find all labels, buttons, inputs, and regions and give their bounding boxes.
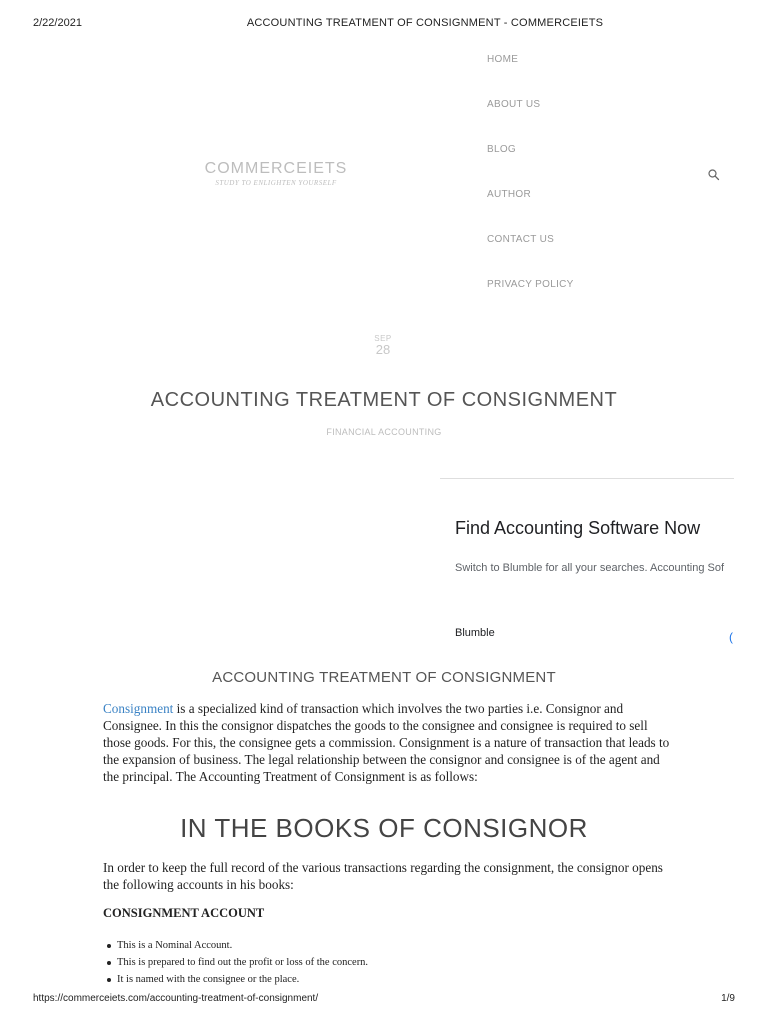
consignment-link[interactable]: Consignment bbox=[103, 701, 174, 716]
nav-item-blog[interactable]: BLOG bbox=[487, 144, 516, 155]
ad-divider bbox=[440, 478, 734, 479]
brand-tagline: STUDY TO ENLIGHTEN YOURSELF bbox=[215, 179, 337, 187]
ad-title[interactable]: Find Accounting Software Now bbox=[455, 518, 701, 538]
section-heading: ACCOUNTING TREATMENT OF CONSIGNMENT bbox=[212, 669, 556, 686]
ad-arrow-icon[interactable]: ( bbox=[729, 630, 733, 644]
brand-name: COMMERCEIETS bbox=[204, 160, 348, 177]
main-nav bbox=[487, 54, 574, 324]
print-date: 2/22/2021 bbox=[33, 17, 82, 29]
post-date-month: SEP bbox=[374, 334, 392, 343]
list-item: This is a Nominal Account. bbox=[117, 937, 368, 954]
post-date-day: 28 bbox=[375, 342, 391, 357]
nav-item-contact-us[interactable]: CONTACT US bbox=[487, 234, 555, 245]
search-icon[interactable] bbox=[707, 168, 721, 182]
nav-item-privacy-policy[interactable]: PRIVACY POLICY bbox=[487, 279, 574, 290]
consignment-account-list bbox=[117, 937, 368, 988]
list-item: This is prepared to find out the profit or loss of the concern. bbox=[117, 954, 368, 971]
intro-paragraph-text: is a specialized kind of transaction which involves the two parties i.e. Consignor and Consignee. In this the consignor dispatches the goods to the consignee and consignee is required to sell those goods. For this, the consignee gets a commission. Consignment is a nature of transaction that leads to the expansion of business. The legal relationship between the consignor and consignee is of the agent and the principal. The Accounting Treatment of Consignment is as follows: bbox=[103, 701, 670, 784]
list-item: It is named with the consignee or the place. bbox=[117, 971, 368, 988]
consignor-heading: IN THE BOOKS OF CONSIGNOR bbox=[180, 813, 588, 843]
ad-description: Switch to Blumble for all your searches. Accounting Sof bbox=[455, 562, 725, 574]
intro-paragraph bbox=[103, 700, 673, 785]
print-page-number: 1/9 bbox=[721, 993, 735, 1004]
ad-advertiser[interactable]: Blumble bbox=[455, 627, 495, 639]
post-category-link[interactable]: FINANCIAL ACCOUNTING bbox=[326, 427, 442, 437]
consignment-account-heading: CONSIGNMENT ACCOUNT bbox=[103, 906, 265, 920]
post-date bbox=[363, 334, 403, 356]
nav-item-about-us[interactable]: ABOUT US bbox=[487, 99, 541, 110]
post-title: ACCOUNTING TREATMENT OF CONSIGNMENT bbox=[150, 389, 618, 411]
ad-unit[interactable] bbox=[455, 518, 734, 639]
nav-item-home[interactable]: HOME bbox=[487, 54, 519, 65]
print-url: https://commerceiets.com/accounting-treatment-of-consignment/ bbox=[33, 993, 319, 1004]
site-logo[interactable] bbox=[170, 160, 382, 187]
print-title: ACCOUNTING TREATMENT OF CONSIGNMENT - COMMERCEIETS bbox=[246, 17, 604, 29]
nav-item-author[interactable]: AUTHOR bbox=[487, 189, 532, 200]
accounts-intro: In order to keep the full record of the various transactions regarding the consignment, the consignor opens the following accounts in his books: bbox=[103, 860, 663, 892]
